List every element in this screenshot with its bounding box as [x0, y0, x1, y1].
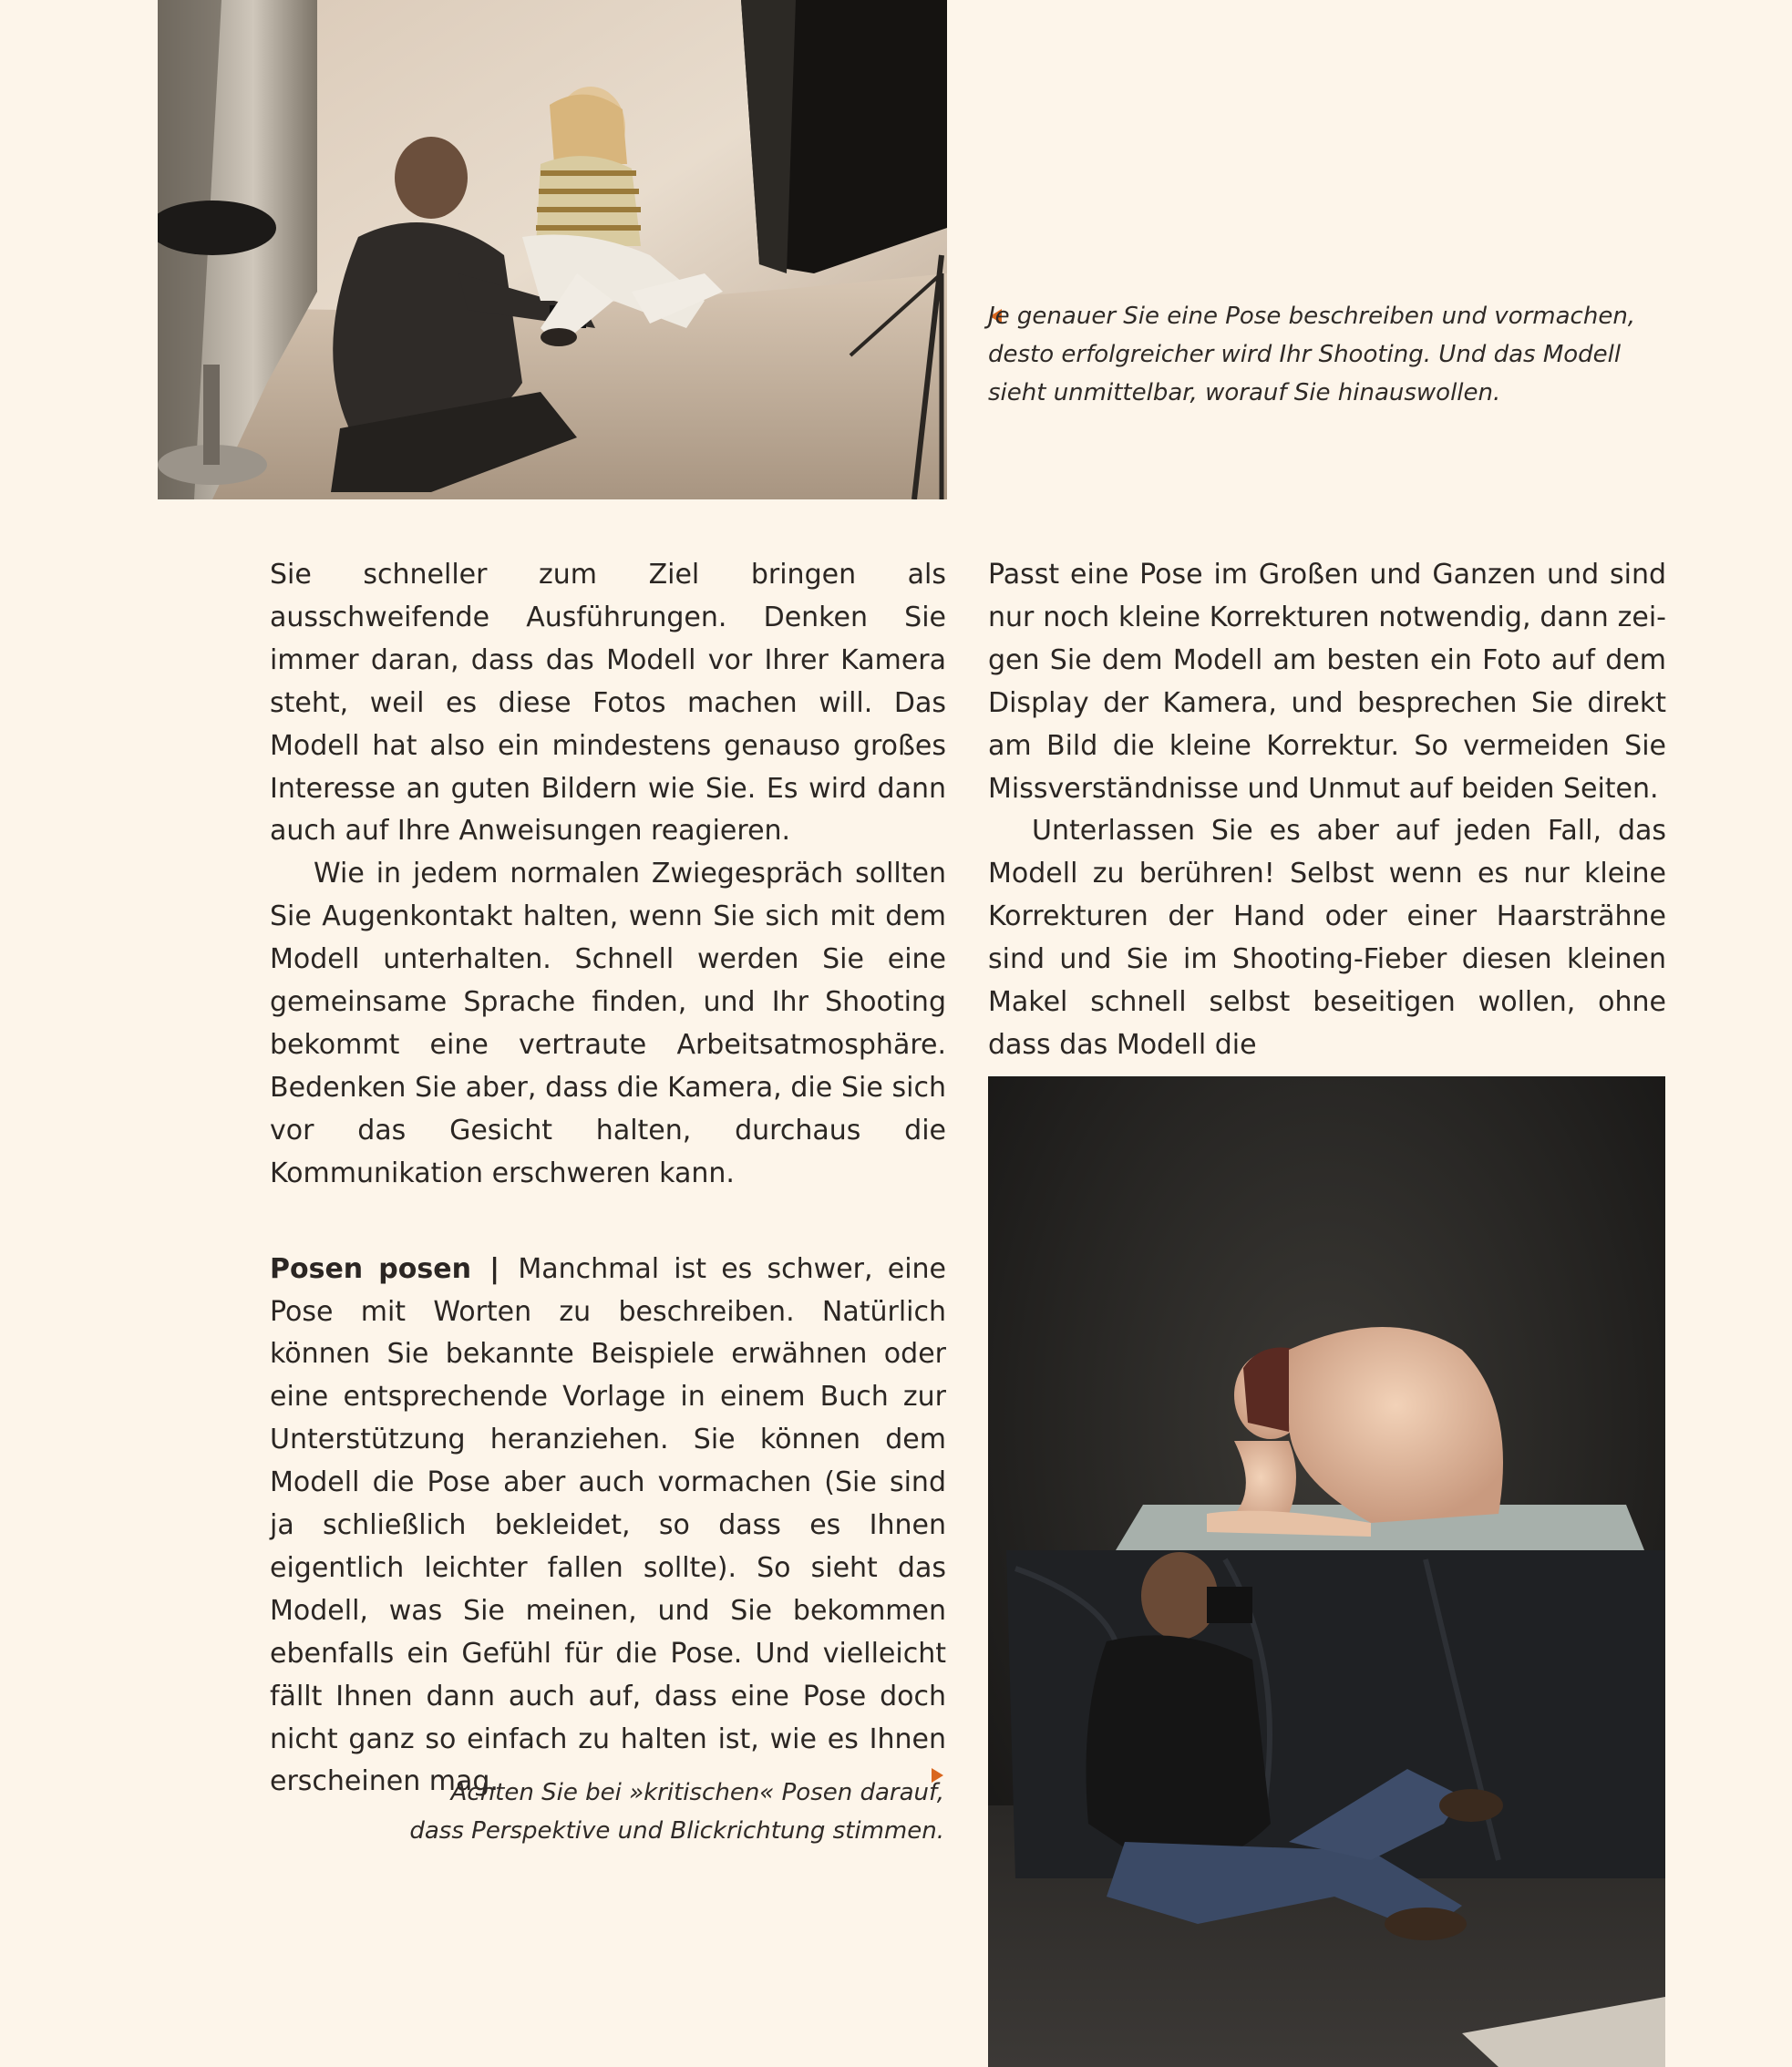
section-paragraph [270, 1249, 946, 1805]
section-separator: | [489, 1252, 500, 1285]
studio-photo-top [158, 0, 947, 499]
paragraph: Sie schneller zum Ziel bringen als ausschweifende Ausführungen. Denken Sie immer daran, dass das Modell vor Ihrer Kamera steht, weil es diese Fotos machen will. Das Modell hat also ein mindestens genauso großes Interesse an guten Bildern wie Sie. Es wird dann auch auf Ihre Anweisungen reagieren. [270, 559, 946, 848]
paragraph: Unterlassen Sie es aber auf jeden Fall, das Modell zu berühren! Selbst wenn es nur kleine Korrekturen der Hand oder einer Haarsträhne sind und Sie im Shooting-Fieber diesen kleinen Makel schnell selbst beseitigen wollen, ohne dass das Modell die [988, 815, 1666, 1061]
caption-top: Je genauer Sie eine Pose beschreiben und vormachen, desto erfolgreicher wird Ihr Shooting. Und das Modell sieht unmittelbar, worauf Sie hinauswollen. [988, 303, 1636, 406]
section-body: Manchmal ist es schwer, eine Pose mit Worten zu beschreiben. Natürlich können Sie bekannte Beispiele erwähnen oder eine entsprechende Vorlage in einem Buch zur Unterstützung heranziehen. Sie können dem Modell die Pose aber auch vormachen (Sie sind ja schließlich bekleidet, so dass es Ihnen eigentlich leichter fallen sollte). So sieht das Modell, was Sie meinen, und Sie bekommen ebenfalls ein Gefühl für die Pose. Und vielleicht fällt Ihnen dann auch auf, dass eine Pose doch nicht ganz so einfach zu halten ist, wie es Ihnen erscheinen mag. [270, 1252, 946, 1798]
caption-bottom: Achten Sie bei »kritischen« Posen darauf, dass Perspektive und Blickrichtung stimmen. [409, 1779, 944, 1845]
section-heading: Posen posen [270, 1252, 471, 1285]
text-column-right [988, 554, 1666, 1067]
studio-photo-bottom [988, 1076, 1665, 2067]
paragraph: Wie in jedem normalen Zwiegespräch sollten Sie Augenkontakt halten, wenn Sie sich mit dem Modell unterhalten. Schnell werden Sie eine gemeinsame Sprache finden, und Ihr Shooting bekommt eine vertraute Arbeitsatmosphäre. Bedenken Sie aber, dass die Kamera, die Sie sich vor das Gesicht halten, durchaus die Kommunikation erschweren kann. [270, 858, 946, 1189]
text-column-left [270, 554, 946, 1804]
paragraph: Passt eine Pose im Großen und Ganzen und sind nur noch kleine Korrekturen notwendig, dann zeigen Sie dem Modell am besten ein Foto auf dem Display der Kamera, und besprechen Sie direkt am Bild die kleine Korrektur. So vermeiden Sie Missverständnisse und Unmut auf beiden Seiten. [988, 559, 1666, 805]
